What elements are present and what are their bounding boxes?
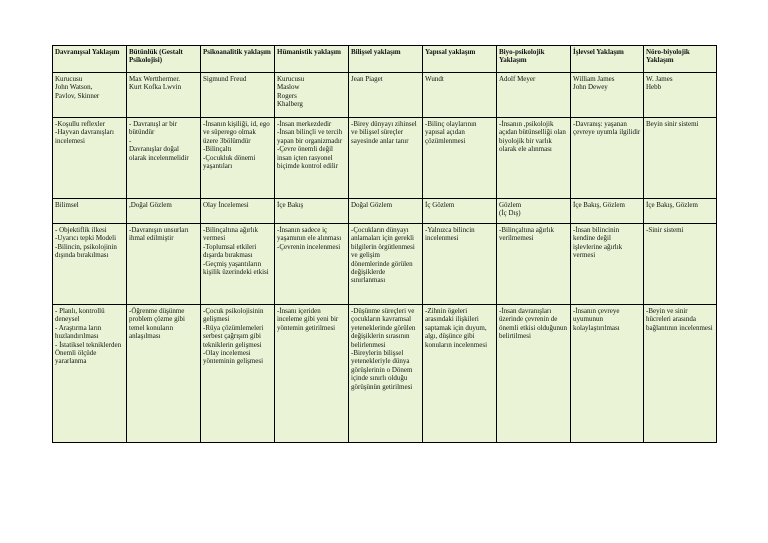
table-cell: Beyin sinir sistemi xyxy=(644,118,717,199)
header-cell: Nöro-biyolojik Yaklaşım xyxy=(644,46,717,73)
table-cell: -Öğrenme düşünme problem çözme gibi temel konuların anlaşılması xyxy=(127,305,201,443)
table-cell: -Beyin ve sinir hücreleri arasında bağlantının incelenmesi xyxy=(644,305,717,443)
table-cell: Kurucusu Maslow Rogers Khalberg xyxy=(275,73,349,118)
table-cell: -Koşullu reflexler -Hayvan davranışları incelemesi xyxy=(53,118,127,199)
table-cell: Kurucusu John Watson, Pavlov, Skinner xyxy=(53,73,127,118)
table-cell: İçe Bakış, Gözlem xyxy=(571,199,644,224)
table-cell: -Bilinç olaylarının yapısal açıdan çözümlenmesi xyxy=(423,118,497,199)
approaches-table xyxy=(52,45,717,443)
table-cell: Max Wertthermer. Kurt Kofka Lwvin xyxy=(127,73,201,118)
table-cell: -İnsan bilincinin kendine değil işlevlerine ağırlık vermesi xyxy=(571,224,644,305)
table-cell: -İnsanın çevreye uyumunun kolaylaştırılması xyxy=(571,305,644,443)
table-cell: İçe Bakış, Gözlem xyxy=(644,199,717,224)
table-cell: İçe Bakış xyxy=(275,199,349,224)
table-cell: -İnsanın sadece iç yaşamının ele alınması -Çevrenin incelenmesi xyxy=(275,224,349,305)
table-cell: Olay İncelemesi xyxy=(201,199,275,224)
table-cell: - Planlı, kontrollü deneysel - Araştırma ların huzlandırılması - İstatiksel tekniklerden Önemli ölçüde yararlanma xyxy=(53,305,127,443)
table-cell: -Zihnin ögeleri arasındaki ilişkileri saptamak için duyum, algı, düşünce gibi konuların incelenmesi xyxy=(423,305,497,443)
table-cell: İç Gözlem xyxy=(423,199,497,224)
table-cell: -İnsan merkezdedir -İnsan bilinçli ve tercih yapan bir organizmadır -Çevre önemli değil insan içten rasyonel biçimde kontrol edilir xyxy=(275,118,349,199)
table-cell: Sigmund Freud xyxy=(201,73,275,118)
method-row xyxy=(53,199,717,224)
table-cell: -Davranışın unsurları ihmal edilmiştir xyxy=(127,224,201,305)
table-cell: -Bilinçaltına ağırlık verilmemesi xyxy=(497,224,571,305)
table-cell: -İnsanın ,psikolojik açıdan bütünselliği olan biyolojik bir varlık olarak ele alınması xyxy=(497,118,571,199)
table-cell: -Bilinçaltına ağırlık vermesi -Toplumsal etkileri dışarda bırakması -Geçmiş yaşantıların kişilik üzerindeki etkisi xyxy=(201,224,275,305)
table-cell: Doğal Gözlem xyxy=(349,199,423,224)
table-cell: Wundt xyxy=(423,73,497,118)
header-cell: Davranışsal Yaklaşım xyxy=(53,46,127,73)
founders-row xyxy=(53,73,717,118)
table-cell: -İnsanın kişiliği, id, ego ve süperego olmak üzere 3bölümdür -Bilinçaltı -Çocukluk dönemi yaşantıları xyxy=(201,118,275,199)
table-cell: Jean Piaget xyxy=(349,73,423,118)
table-cell: -Yalnızca bilincin incelenmesi xyxy=(423,224,497,305)
table-cell: ,Doğal Gözlem xyxy=(127,199,201,224)
header-cell: Biyo-psikolojik Yaklaşım xyxy=(497,46,571,73)
header-cell: İşlevsel Yaklaşım xyxy=(571,46,644,73)
table-cell: William James John Dewey xyxy=(571,73,644,118)
header-cell: Psikoanalitik yaklaşım xyxy=(201,46,275,73)
table-cell: -İnsan davranışları üzerinde çevrenin de önemli etkisi olduğunun belirtilmesi xyxy=(497,305,571,443)
table-cell: -Çocukların dünyayı anlamaları için gerekli bilgilerin örgütlenmesi ve gelişim dönemlerinde görülen değişiklerde sınırlanması xyxy=(349,224,423,305)
table-cell: -Çocuk psikolojisinin gelişmesi -Rüya çözümlemeleri serbest çağrışım gibi tekniklerin gelişmesi -Olay incelemesi yönteminin gelişmesi xyxy=(201,305,275,443)
table-cell: Bilimsel xyxy=(53,199,127,224)
table-cell: Adolf Meyer xyxy=(497,73,571,118)
table-cell: W. James Hebb xyxy=(644,73,717,118)
header-cell: Hümanistik yaklaşım xyxy=(275,46,349,73)
table-cell: -Birey dünyayı zihinsel ve bilişsel süreçler sayesinde anlar tanır xyxy=(349,118,423,199)
table-cell: -Davranış: yaşanan çevreye uyumla ilgilidir xyxy=(571,118,644,199)
criticism-row xyxy=(53,224,717,305)
header-cell: Bilişsel yaklaşım xyxy=(349,46,423,73)
principles-row xyxy=(53,118,717,199)
table-cell: -Düşünme süreçleri ve çocukların kavramsal yeteneklerinde görülen değişiklerin sırasının belirlenmesi -Bireylerin bilişsel yetenekleriyle dünya görüşlerinin o Dönem içinde sınırlı olduğu görüşünün getirilmesi xyxy=(349,305,423,443)
header-cell: Bütünlük (Gestalt Psikolojisi) xyxy=(127,46,201,73)
table-cell: -Sinir sistemi xyxy=(644,224,717,305)
table-cell: Gözlem (İç Dış) xyxy=(497,199,571,224)
table-cell: - Objektiflik ilkesi -Uyarıcı tepki Modeli -Bilincin, psikolojinin dışında bırakılması xyxy=(53,224,127,305)
contributions-row xyxy=(53,305,717,443)
header-cell: Yapısal yaklaşım xyxy=(423,46,497,73)
header-row xyxy=(53,46,717,73)
table-cell: -İnsanı içeriden inceleme gibi yeni bir yöntemin getirilmesi xyxy=(275,305,349,443)
table-cell: - Davranışl ar bir bütündür - Davranışlar doğal olarak incelenmelidir xyxy=(127,118,201,199)
